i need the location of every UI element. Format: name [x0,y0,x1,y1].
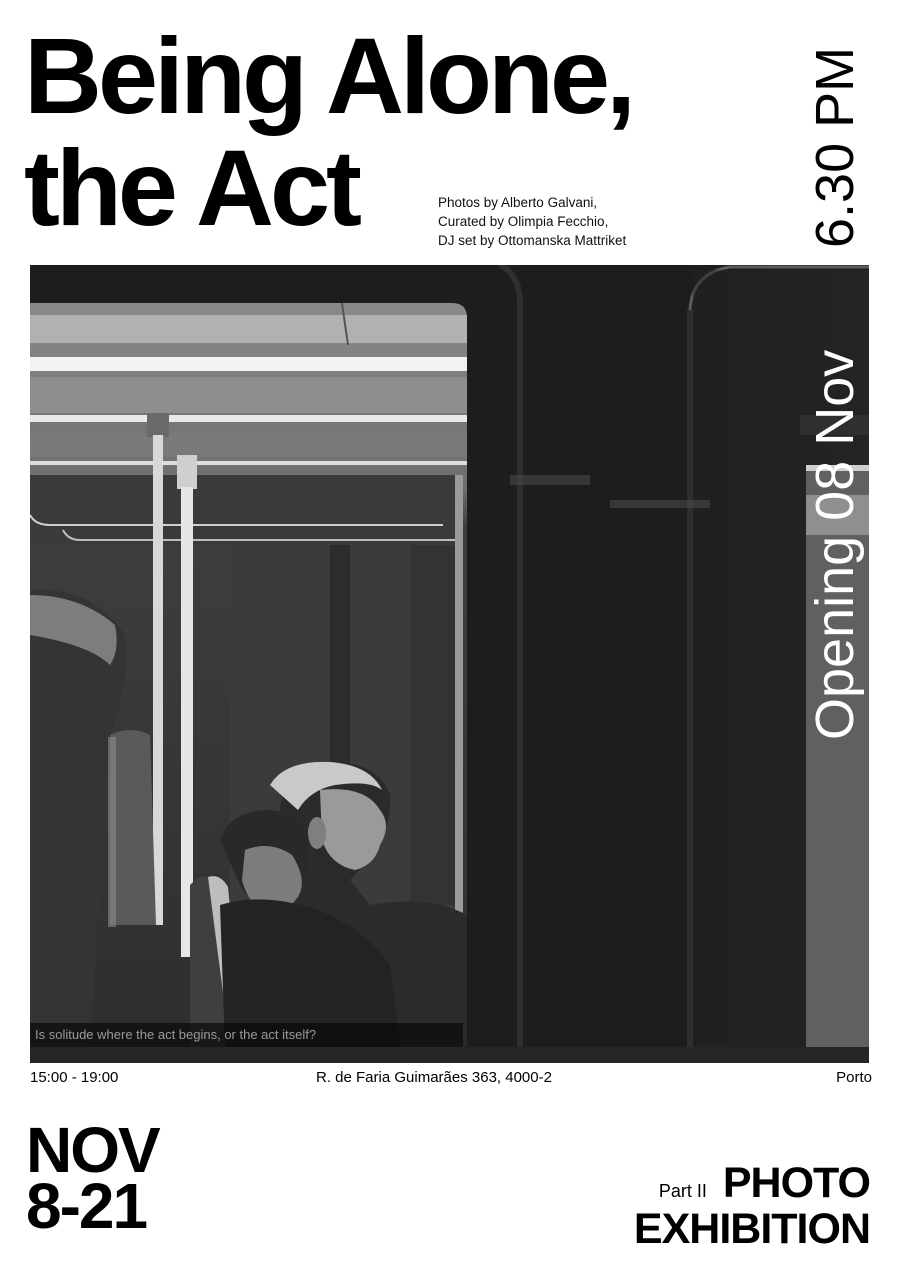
exhibition-line-2: EXHIBITION [633,1205,870,1253]
opening-date: Opening 08 Nov [805,349,865,740]
opening-hours: 15:00 - 19:00 [30,1069,119,1086]
credits [438,193,626,250]
credit-photos: Photos by Alberto Galvani, [438,195,598,210]
title-line-1: Being Alone, [24,15,633,136]
exhibition-photo [30,265,869,1063]
credit-dj: DJ set by Ottomanska Mattriket [438,233,627,248]
venue-city: Porto [836,1069,872,1086]
exhibition-dates [26,1114,159,1242]
exhibition-line-1: PHOTO [722,1159,870,1207]
title-line-2: the Act [24,127,359,248]
event-info-row [30,1068,872,1088]
exhibition-part: Part II [658,1181,707,1201]
opening-time: 6.30 PM [805,46,865,248]
train-photo-illustration [30,265,869,1063]
exhibition-label [633,1159,870,1253]
credit-curator: Curated by Olimpia Fecchio, [438,214,609,229]
venue-address: R. de Faria Guimarães 363, 4000-2 [316,1069,552,1086]
photo-caption: Is solitude where the act begins, or the act itself? [30,1023,463,1047]
dates-month: NOV [26,1114,159,1186]
dates-range: 8-21 [26,1170,147,1242]
